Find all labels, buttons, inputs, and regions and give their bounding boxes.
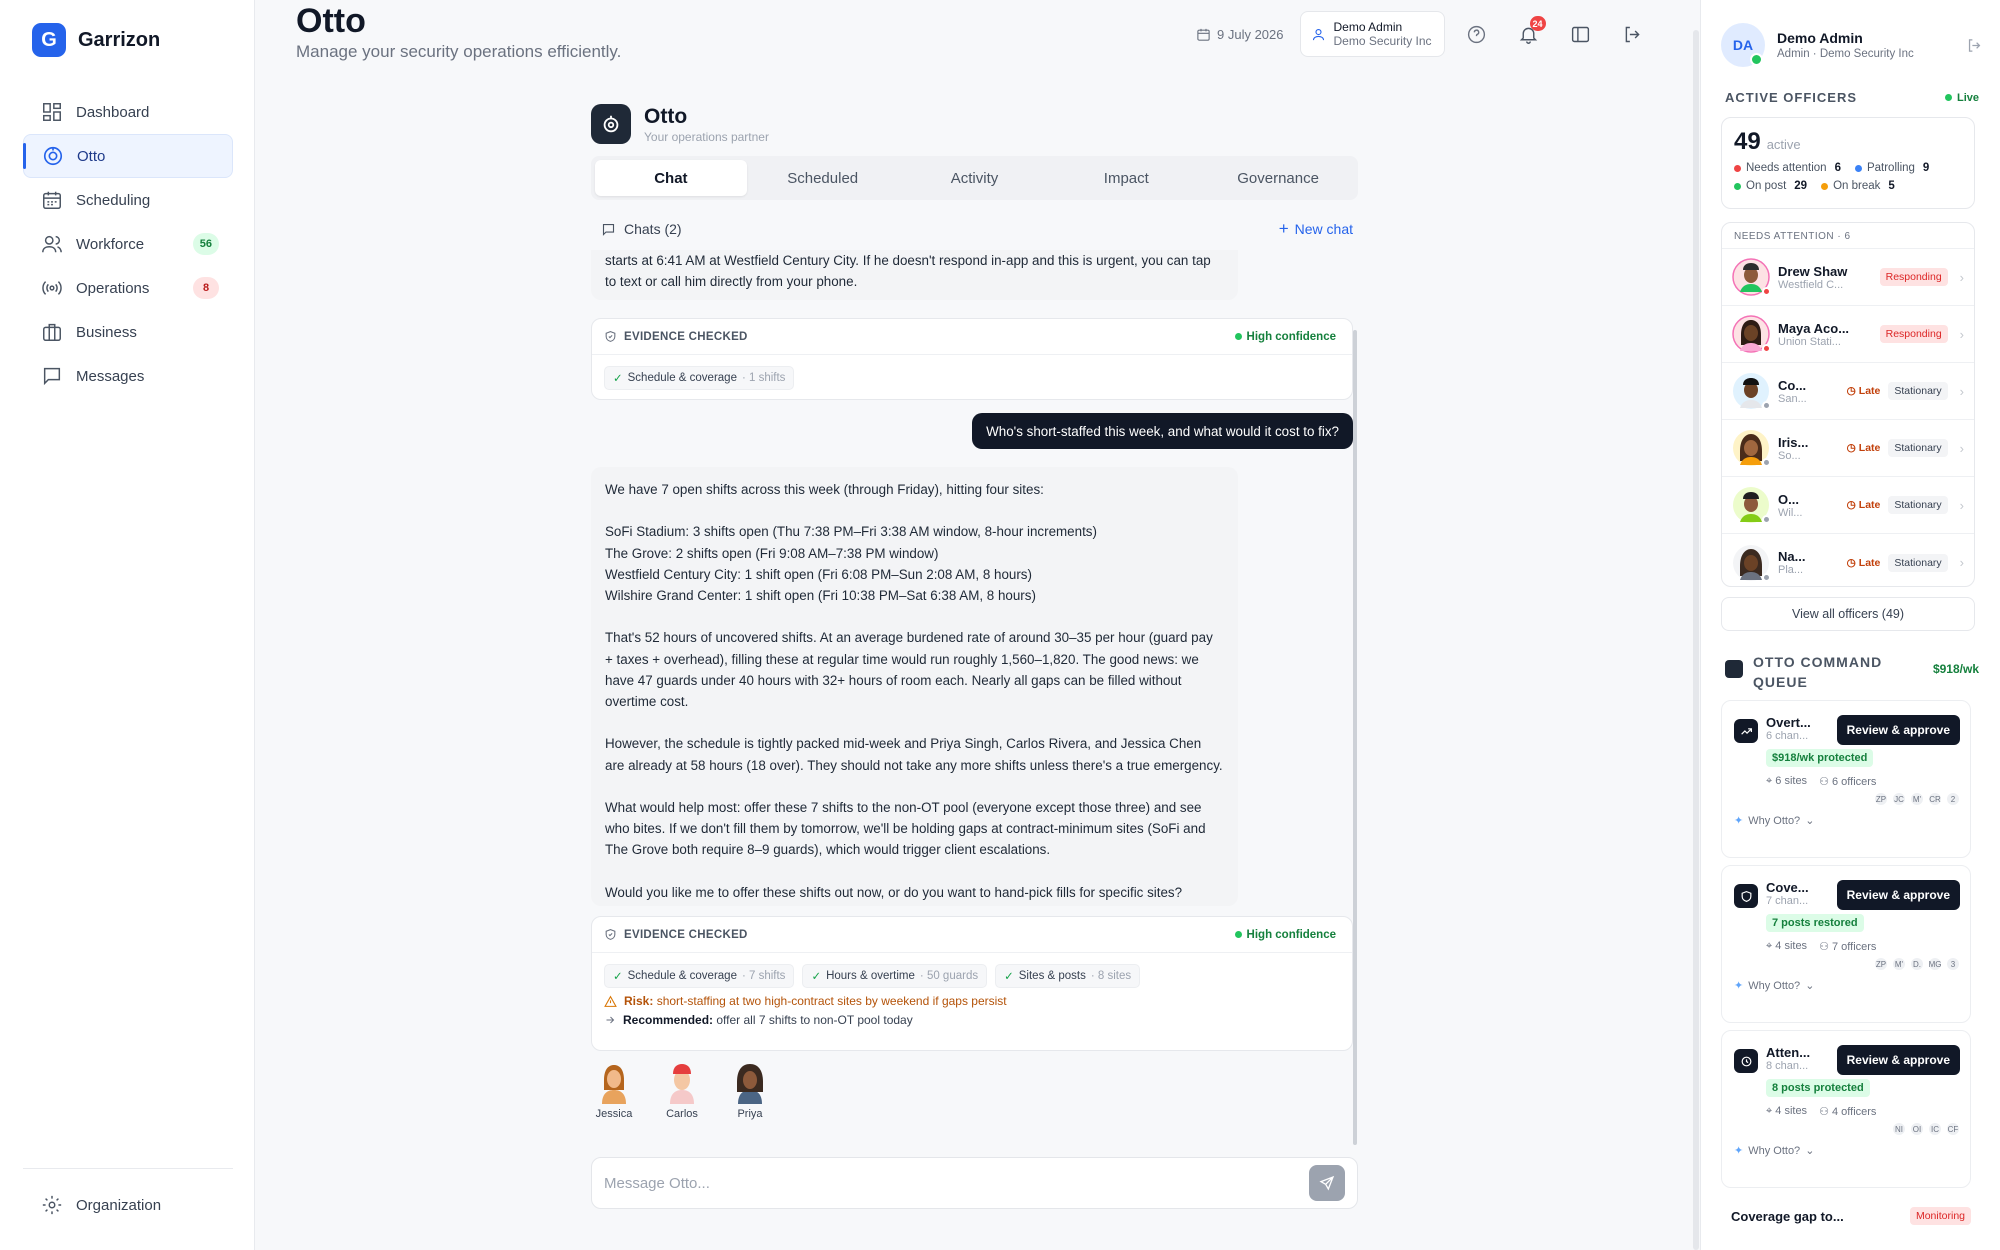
sidebar-item-label: Organization: [76, 1196, 162, 1214]
users-icon: ⚇: [1819, 941, 1829, 953]
send-icon: [1319, 1175, 1335, 1191]
late-label: Late: [1858, 499, 1881, 511]
queue-card-impact: $918/wk protected: [1766, 749, 1873, 767]
confidence-label: High confidence: [1246, 330, 1336, 343]
sidebar-footer: [23, 1168, 233, 1227]
sparkle-icon: ✦: [1734, 815, 1744, 827]
officer-site: Union Stati...: [1778, 335, 1841, 348]
avatar[interactable]: DA: [1721, 23, 1765, 67]
chip-sub: · 7 shifts: [741, 970, 786, 982]
officer-status: Stationary: [1888, 382, 1947, 400]
chevron-right-icon: ›: [1959, 497, 1964, 513]
evidence-title: EVIDENCE CHECKED: [624, 330, 748, 343]
initial-avatar: MG: [1928, 957, 1942, 971]
sites-label: 4 sites: [1775, 940, 1808, 952]
calendar-icon: [41, 189, 63, 211]
initial-avatar: IC: [1928, 1122, 1942, 1136]
pin-icon: ⌖: [1766, 775, 1773, 787]
chevron-right-icon: ›: [1959, 269, 1964, 285]
briefcase-icon: [41, 321, 63, 343]
message-composer: [591, 1157, 1358, 1209]
risk-label: Risk:: [624, 994, 654, 1008]
queue-card-title: Overt...: [1766, 715, 1811, 730]
queue-card: [1721, 1030, 1971, 1188]
user-menu[interactable]: [1300, 11, 1445, 57]
chevron-down-icon: ⌄: [1805, 815, 1815, 827]
chat-bubble-icon: [601, 222, 616, 237]
queue-card: [1721, 700, 1971, 858]
officer-status: Responding: [1880, 325, 1948, 343]
officer-site: So...: [1778, 449, 1801, 462]
page-subtitle: Manage your security operations efficiently.: [296, 42, 622, 61]
queue-card-meta: [1766, 940, 1960, 953]
evidence-chip[interactable]: [995, 964, 1140, 988]
officer-row[interactable]: [1722, 420, 1974, 477]
stat-value: 29: [1794, 180, 1808, 192]
rec-label: Recommended:: [623, 1013, 714, 1027]
pin-icon: ⌖: [1766, 940, 1773, 952]
stat-label: On post: [1746, 180, 1787, 192]
confidence-dot: [1235, 931, 1242, 938]
workforce-count-badge: 56: [193, 233, 219, 255]
otto-icon: [42, 145, 64, 167]
live-label: Live: [1956, 91, 1979, 104]
check-icon: ✓: [613, 373, 623, 385]
message-input[interactable]: [604, 1175, 1309, 1192]
main-scrollbar[interactable]: [1693, 30, 1699, 1250]
chip-label: Schedule & coverage: [627, 970, 737, 982]
main-content: [256, 0, 1699, 1250]
stat-value: 5: [1888, 180, 1895, 192]
logout-icon[interactable]: [1966, 37, 1983, 54]
person-name: Jessica: [595, 1108, 633, 1120]
late-badge: [1847, 557, 1881, 569]
check-icon: ✓: [811, 971, 822, 983]
status-dot: [1762, 401, 1771, 410]
person-avatar: [662, 1060, 702, 1104]
otto-icon: [1725, 660, 1743, 678]
officer-site: Pla...: [1778, 564, 1804, 576]
officer-row[interactable]: [1722, 477, 1974, 534]
sidebar-item-label: Business: [76, 323, 137, 341]
officer-site: San...: [1778, 392, 1807, 405]
clock-icon: [1734, 1049, 1758, 1073]
check-icon: ✓: [613, 971, 623, 983]
why-label: Why Otto?: [1748, 814, 1801, 827]
sidebar-item-label: Scheduling: [76, 191, 151, 209]
initial-avatar: JC: [1892, 792, 1906, 806]
sidebar-item-label: Messages: [76, 367, 145, 385]
app-name: Garrizon: [78, 28, 161, 51]
right-panel: [1700, 0, 2000, 1250]
page-title: Otto: [296, 2, 366, 40]
officer-stats-row: [1734, 162, 1962, 174]
clock-icon: ◷: [1846, 442, 1856, 454]
queue-item-coverage-gap[interactable]: [1731, 1207, 1971, 1225]
chats-count-label: Chats (2): [624, 221, 682, 237]
officer-site: Westfield C...: [1778, 278, 1844, 291]
chat-thread[interactable]: [591, 250, 1363, 1148]
officer-name: Iris...: [1778, 434, 1809, 450]
status-dot: [1762, 287, 1771, 296]
evidence-chip[interactable]: [604, 366, 794, 390]
sparkle-icon: ✦: [1734, 1145, 1744, 1157]
status-dot: [1855, 165, 1862, 172]
person-avatar: [594, 1060, 634, 1104]
shield-check-icon: [604, 928, 617, 941]
view-all-officers-button[interactable]: View all officers (49): [1721, 597, 1975, 631]
live-indicator: [1945, 92, 1979, 104]
tab-chat[interactable]: Chat: [595, 160, 747, 196]
chip-sub: · 8 sites: [1090, 970, 1132, 982]
sites-count: [1766, 1105, 1807, 1118]
chevron-right-icon: ›: [1959, 383, 1964, 399]
why-otto-toggle[interactable]: [1734, 1144, 1960, 1157]
queue-card-title: Cove...: [1766, 880, 1809, 895]
officer-row[interactable]: [1722, 363, 1974, 420]
brand[interactable]: [32, 23, 160, 57]
officer-name: O...: [1778, 491, 1799, 507]
sidebar-item-workforce[interactable]: [23, 222, 233, 266]
review-approve-button[interactable]: Review & approve: [1837, 1045, 1960, 1075]
risk-text: short-staffing at two high-contract sites by weekend if gaps persist: [656, 994, 1007, 1008]
why-otto-toggle[interactable]: [1734, 814, 1960, 827]
late-label: Late: [1858, 385, 1881, 397]
initial-avatar: 3: [1946, 957, 1960, 971]
arrow-right-icon: [604, 1014, 616, 1026]
queue-card-sub: 8 chan...: [1766, 1060, 1809, 1072]
user-name: Demo Admin: [1333, 20, 1403, 34]
officer-avatar: [1732, 315, 1770, 353]
queue-card-meta: [1766, 775, 1960, 788]
sidebar-item-scheduling[interactable]: [23, 178, 233, 222]
officer-avatar: [1732, 429, 1770, 467]
active-count: 49: [1734, 128, 1761, 155]
otto-icon: [600, 113, 622, 135]
chip-sub: · 1 shifts: [741, 372, 786, 384]
active-officers-title: ACTIVE OFFICERS: [1725, 90, 1858, 105]
queue-item-status: Monitoring: [1910, 1207, 1971, 1225]
rec-text: offer all 7 shifts to non-OT pool today: [716, 1013, 913, 1027]
officer-name: Co...: [1778, 377, 1807, 393]
trend-up-icon: [1734, 719, 1758, 743]
confidence-badge: [1235, 929, 1336, 941]
date-display: [1196, 27, 1284, 42]
stat-label: Patrolling: [1866, 162, 1915, 174]
broadcast-icon: [41, 277, 63, 299]
dashboard-icon: [41, 101, 63, 123]
profile-name: Demo Admin: [1777, 30, 1863, 46]
live-dot: [1945, 94, 1952, 101]
otto-tabs: [591, 156, 1358, 200]
officers-label: 6 officers: [1832, 776, 1877, 788]
evidence-header: [592, 917, 1352, 953]
help-icon: [1466, 24, 1487, 45]
chip-label: Schedule & coverage: [627, 372, 737, 384]
chevron-down-icon: ⌄: [1805, 1145, 1815, 1157]
needs-attention-title: NEEDS ATTENTION · 6: [1722, 223, 1974, 249]
assistant-tagline: Your operations partner: [644, 129, 769, 144]
status-dot: [1734, 165, 1741, 172]
officers-label: 4 officers: [1832, 1106, 1877, 1118]
queue-amount: $918/wk: [1932, 662, 1979, 676]
evidence-card: [591, 318, 1353, 400]
sidebar-item-organization[interactable]: [23, 1183, 233, 1227]
officer-avatar: [1732, 258, 1770, 296]
confidence-dot: [1235, 333, 1242, 340]
queue-card: [1721, 865, 1971, 1023]
sidebar-item-label: Dashboard: [76, 103, 150, 121]
review-approve-button[interactable]: Review & approve: [1837, 880, 1960, 910]
officers-count: [1819, 940, 1876, 953]
sidebar-item-otto[interactable]: [23, 134, 233, 178]
queue-card-sub: 6 chan...: [1766, 730, 1809, 742]
chip-label: Sites & posts: [1018, 970, 1086, 982]
officer-name: Drew Shaw: [1778, 263, 1848, 279]
current-date: 9 July 2026: [1217, 26, 1284, 42]
chats-toggle[interactable]: [601, 221, 682, 237]
user-org: Demo Security Inc: [1333, 34, 1432, 48]
tab-activity[interactable]: Activity: [950, 169, 999, 187]
queue-card-impact: 8 posts protected: [1766, 1079, 1870, 1097]
clock-icon: ◷: [1846, 385, 1856, 397]
chevron-right-icon: ›: [1959, 555, 1964, 570]
message-icon: [41, 365, 63, 387]
officer-avatar: [1732, 372, 1770, 410]
sidebar-item-messages[interactable]: [23, 354, 233, 398]
active-officers-header: [1725, 90, 1979, 105]
sites-label: 6 sites: [1775, 775, 1808, 787]
chip-label: Hours & overtime: [826, 970, 915, 982]
evidence-title: EVIDENCE CHECKED: [624, 928, 748, 941]
status-dot: [1762, 573, 1771, 582]
warning-icon: [604, 995, 617, 1008]
mentioned-people: [591, 1060, 773, 1120]
command-queue-header: [1725, 652, 1979, 692]
queue-card-impact: 7 posts restored: [1766, 914, 1864, 932]
needs-attention-list: [1721, 222, 1975, 587]
clock-icon: ◷: [1846, 556, 1856, 569]
evidence-header: [592, 319, 1352, 355]
late-badge: [1847, 499, 1881, 511]
officer-row[interactable]: [1722, 249, 1974, 306]
clock-icon: ◷: [1846, 499, 1856, 511]
officer-row[interactable]: [1722, 534, 1974, 587]
assistant-message: starts at 6:41 AM at Westfield Century City. If he doesn't respond in-app and this is urgent, you can tap to text or call him directly from your phone.: [591, 250, 1238, 300]
person-name: Priya: [737, 1108, 763, 1120]
profile-card: [1721, 23, 1983, 67]
officer-name: Na...: [1778, 549, 1806, 564]
initial-avatar: OI: [1910, 1122, 1924, 1136]
why-otto-toggle[interactable]: [1734, 979, 1960, 992]
pin-icon: ⌖: [1766, 1105, 1773, 1117]
stat-on-break: [1821, 180, 1895, 192]
late-label: Late: [1858, 442, 1881, 454]
sidebar-item-operations[interactable]: [23, 266, 233, 310]
chat-scrollbar[interactable]: [1353, 330, 1357, 1145]
shield-check-icon: [604, 330, 617, 343]
notification-count-badge: 24: [1530, 16, 1546, 31]
officer-site: Wil...: [1778, 506, 1803, 519]
queue-card-title: Atten...: [1766, 1045, 1811, 1060]
shield-icon: [1734, 884, 1758, 908]
chevron-right-icon: ›: [1959, 326, 1964, 342]
status-dot: [1821, 183, 1828, 190]
calendar-icon: [1196, 27, 1211, 42]
officers-count: [1819, 775, 1876, 788]
notifications-button[interactable]: [1509, 14, 1549, 54]
command-queue-title: OTTO COMMAND QUEUE: [1753, 654, 1883, 690]
officer-initials: [1734, 1122, 1960, 1136]
users-icon: [41, 233, 63, 255]
assistant-name: Otto: [644, 104, 688, 128]
late-badge: [1847, 442, 1881, 454]
initial-avatar: NI: [1892, 1122, 1906, 1136]
user-message: Who's short-staffed this week, and what would it cost to fix?: [972, 413, 1353, 449]
stat-patrolling: [1855, 162, 1929, 174]
officer-initials: [1734, 957, 1960, 971]
chats-bar: [601, 219, 1353, 239]
assistant-message: We have 7 open shifts across this week (through Friday), hitting four sites: SoFi Stadium: 3 shifts open (Thu 7:38 PM–Fri 3:38 AM window, 8-hour increments) The Grove: 2 shifts open (Fri 9:08 AM–7:38 PM window) Westfield Century City: 1 shift open (Fri 6:08 PM–Sun 2:08 AM, 8 hours) Wilshire Grand Center: 1 shift open (Fri 10:38 PM–Sat 6:38 AM, 8 hours) That's 52 hours of uncovered shifts. At an average burdened rate of around 30–35 per hour (guard pay + taxes + overhead), filling these at regular time would run roughly 1,560–1,820. The good news: we have 47 guards under 40 hours with 32+ hours of room each. Nearly all gaps can be filled without overtime cost. However, the schedule is tightly packed mid-week and Priya Singh, Carlos Rivera, and Jessica Chen are already at 58 hours (18 over). They should not take any more shifts unless there's a true emergency. What would help most: offer these 7 shifts to the non-OT pool (everyone except those three) and see who bites. If we don't fill them by tomorrow, we'll be holding gaps at contract-minimum sites (SoFi and The Grove both require 8–9 guards), which would trigger client escalations. Would you like me to offer these shifts out now, or do you want to hand-pick fills for specific sites?: [591, 467, 1238, 906]
initial-avatar: ZP: [1874, 957, 1888, 971]
person-carlos[interactable]: [659, 1060, 705, 1120]
stat-on-post: [1734, 180, 1807, 192]
initial-avatar: CF: [1946, 1122, 1960, 1136]
officer-initials: [1734, 792, 1960, 806]
toggle-panel-button[interactable]: [1561, 14, 1601, 54]
chevron-down-icon: ⌄: [1805, 980, 1815, 992]
officer-status: Responding: [1880, 268, 1948, 286]
plus-icon: +: [1278, 219, 1289, 238]
person-jessica[interactable]: [591, 1060, 637, 1120]
recommendation-line: [592, 1008, 1352, 1027]
chip-sub: · 50 guards: [919, 970, 979, 982]
queue-card-sub: 7 chan...: [1766, 895, 1809, 907]
person-avatar: [730, 1060, 770, 1104]
initial-avatar: 2: [1946, 792, 1960, 806]
officer-status: Stationary: [1888, 496, 1947, 514]
stat-label: Needs attention: [1746, 162, 1827, 174]
status-dot: [1762, 515, 1771, 524]
review-approve-button[interactable]: Review & approve: [1837, 715, 1960, 745]
initial-avatar: M': [1892, 957, 1906, 971]
officer-avatar: [1732, 486, 1770, 524]
evidence-chip[interactable]: [604, 964, 794, 988]
sites-count: [1766, 940, 1807, 953]
why-label: Why Otto?: [1748, 979, 1801, 992]
otto-avatar: [591, 104, 631, 144]
evidence-chip[interactable]: [802, 964, 987, 988]
status-dot: [1762, 344, 1771, 353]
officer-avatar: [1732, 544, 1770, 582]
tab-governance[interactable]: Governance: [1237, 169, 1319, 187]
stat-needs-attention: [1734, 162, 1841, 174]
sites-label: 4 sites: [1775, 1105, 1808, 1117]
confidence-label: High confidence: [1246, 928, 1336, 941]
operations-count-badge: 8: [193, 277, 219, 299]
initial-avatar: CR: [1928, 792, 1942, 806]
sidebar-item-dashboard[interactable]: [23, 90, 233, 134]
queue-card-meta: [1766, 1105, 1960, 1118]
tab-impact[interactable]: Impact: [1103, 169, 1149, 187]
stat-label: On break: [1833, 180, 1881, 192]
officer-status: Stationary: [1888, 554, 1947, 572]
initial-avatar: D.: [1910, 957, 1924, 971]
profile-role: Admin · Demo Security Inc: [1777, 48, 1914, 60]
chevron-right-icon: ›: [1959, 440, 1964, 456]
logout-button[interactable]: [1613, 14, 1653, 54]
risk-line: [592, 988, 1352, 1008]
sidebar-toggle-icon: [1570, 24, 1591, 45]
app-logo: G: [32, 23, 66, 57]
otto-header: [591, 104, 769, 144]
late-label: Late: [1858, 556, 1881, 569]
users-icon: ⚇: [1819, 776, 1829, 788]
evidence-chips: [592, 355, 1352, 390]
users-icon: ⚇: [1819, 1106, 1829, 1118]
gear-icon: [41, 1194, 63, 1216]
help-button[interactable]: [1457, 14, 1497, 54]
officer-stats-row: [1734, 180, 1962, 192]
officer-row[interactable]: [1722, 306, 1974, 363]
user-icon: [1311, 27, 1326, 42]
stat-value: 9: [1922, 162, 1930, 174]
sidebar-item-label: Operations: [76, 279, 150, 297]
officers-count: [1819, 1105, 1876, 1118]
status-dot: [1762, 458, 1771, 467]
why-label: Why Otto?: [1748, 1144, 1801, 1157]
initial-avatar: M': [1910, 792, 1924, 806]
sidebar-item-business[interactable]: [23, 310, 233, 354]
confidence-badge: [1235, 331, 1336, 343]
main-nav: [23, 90, 233, 398]
logout-icon: [1622, 24, 1643, 45]
check-icon: ✓: [1004, 971, 1014, 983]
stat-value: 6: [1834, 162, 1841, 174]
late-badge: [1847, 385, 1881, 397]
sidebar-item-label: Workforce: [76, 235, 145, 253]
tab-scheduled[interactable]: Scheduled: [787, 169, 859, 187]
status-dot: [1734, 183, 1741, 190]
officer-status: Stationary: [1888, 439, 1947, 457]
sidebar-item-label: Otto: [77, 147, 106, 165]
active-officers-summary: [1721, 117, 1975, 209]
new-chat-label: New chat: [1294, 221, 1353, 237]
evidence-card: [591, 916, 1353, 1051]
initial-avatar: ZP: [1874, 792, 1888, 806]
person-name: Carlos: [666, 1108, 698, 1120]
topbar: [1196, 11, 1653, 57]
person-priya[interactable]: [727, 1060, 773, 1120]
sites-count: [1766, 775, 1807, 788]
active-count-label: active: [1766, 137, 1801, 152]
new-chat-button[interactable]: [1279, 219, 1353, 239]
sparkle-icon: ✦: [1734, 980, 1744, 992]
evidence-chips: [592, 953, 1352, 988]
sidebar: [0, 0, 255, 1250]
queue-item-title: Coverage gap to...: [1731, 1208, 1844, 1224]
officers-label: 7 officers: [1832, 941, 1877, 953]
officer-name: Maya Aco...: [1778, 320, 1850, 336]
send-button[interactable]: [1309, 1165, 1345, 1201]
